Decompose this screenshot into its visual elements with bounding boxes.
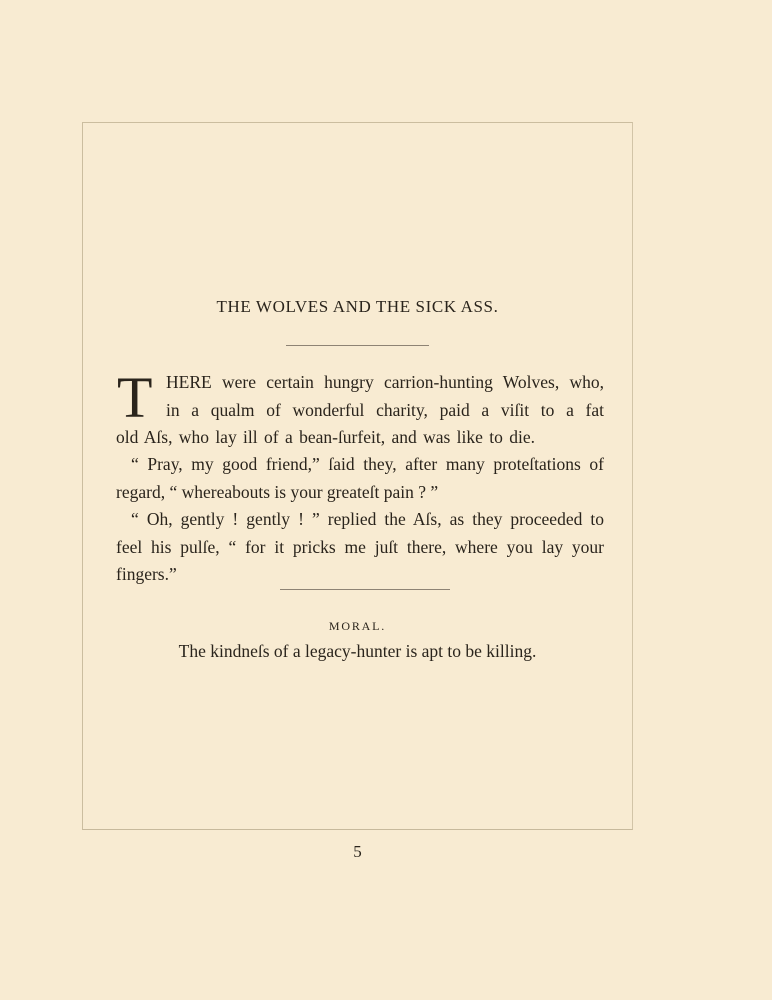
fable-title: THE WOLVES AND THE SICK ASS. [216,297,499,316]
text-line: feel his pulſe, “ for it pricks me juſt there, where you lay your [116,537,604,557]
moral-text: The kindneſs of a legacy-hunter is apt to be killing. [178,641,537,661]
text-line: HERE were certain hungry carrion-hunting Wolves, who, [166,372,604,392]
page-frame [82,122,633,830]
text-line: regard, “ whereabouts is your greateſt pain ? ” [116,482,439,502]
text-line: in a qualm of wonderful charity, paid a viſit to a fat [166,400,604,420]
text-line: “ Pray, my good friend,” ſaid they, after many proteſtations of [131,454,604,474]
page-number: 5 [353,842,362,861]
title-divider [286,345,429,346]
drop-cap: T [117,365,153,430]
text-line: fingers.” [116,564,177,584]
moral-heading: MORAL. [328,619,387,633]
text-line: “ Oh, gently ! gently ! ” replied the Aſs, as they proceeded to [131,509,604,529]
text-line: old Aſs, who lay ill of a bean-ſurfeit, and was like to die. [116,427,535,447]
moral-divider [280,589,450,590]
